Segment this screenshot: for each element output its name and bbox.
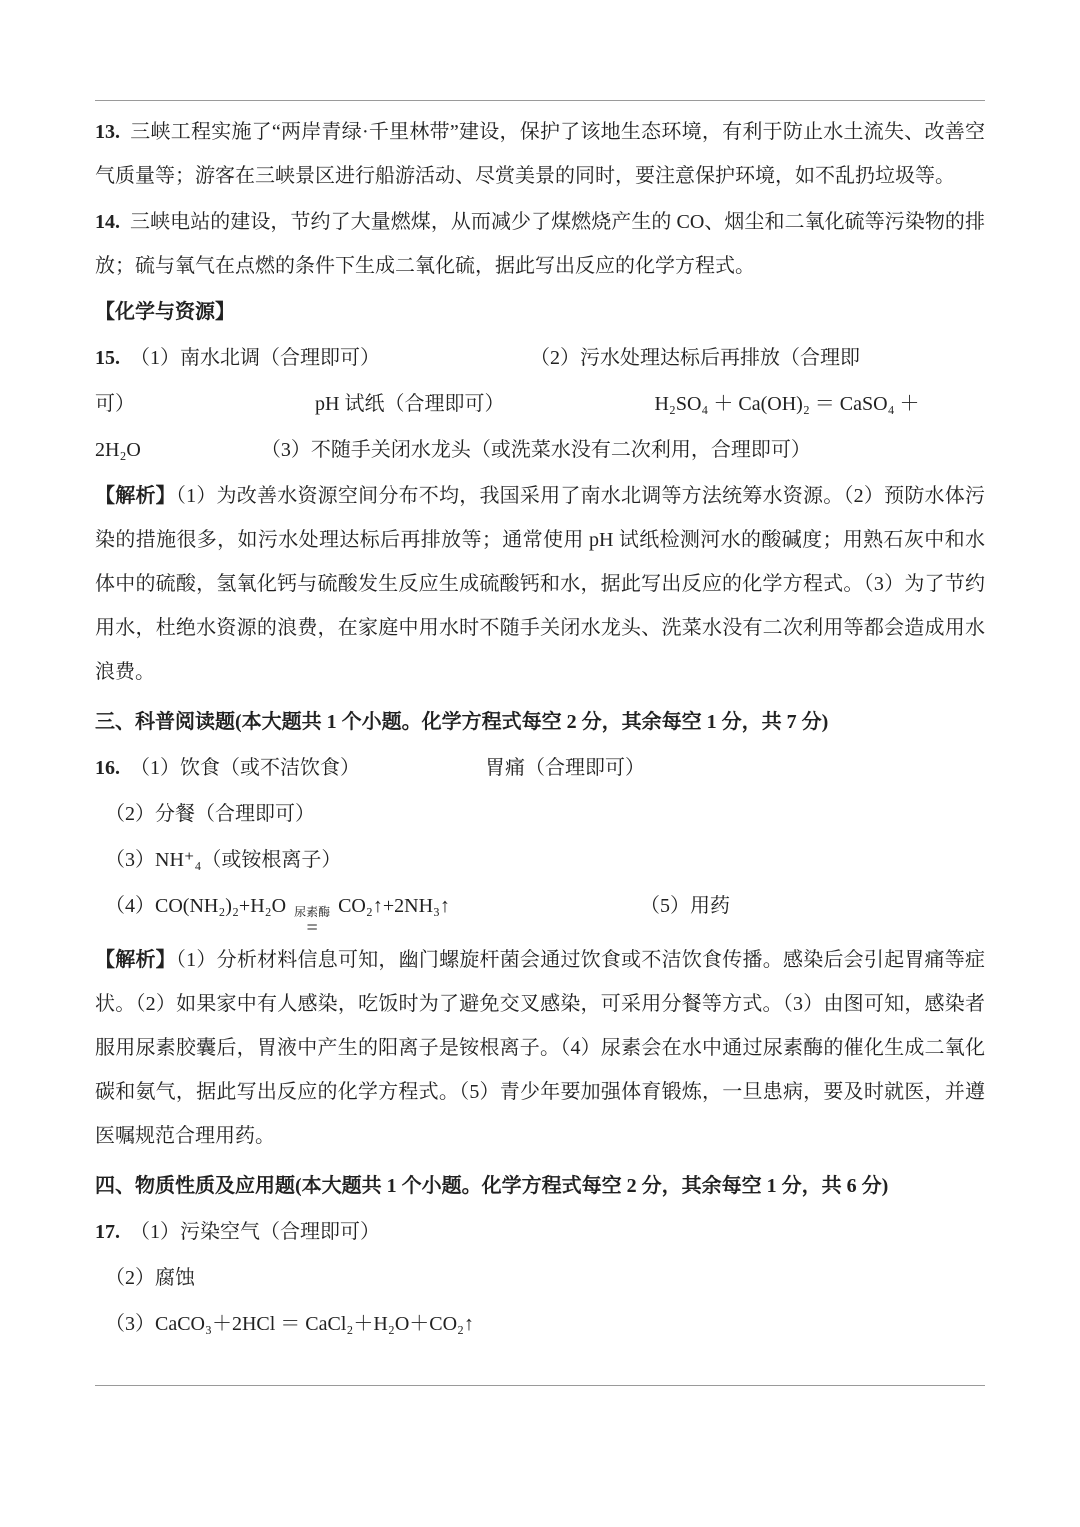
answer-17-3: （3）CaCO₃＋2HCl ＝ CaCl₂＋H₂O＋CO₂↑ bbox=[105, 1313, 475, 1335]
item-13-number: 13. bbox=[95, 121, 120, 143]
answer-item-14 bbox=[95, 200, 985, 288]
analysis-16-label: 【解析】 bbox=[95, 949, 176, 971]
content-area bbox=[95, 110, 985, 1348]
answer-17-2: （2）腐蚀 bbox=[105, 1267, 195, 1289]
answer-16-5: （5）用药 bbox=[640, 895, 730, 917]
answer-15-line1 bbox=[95, 336, 985, 380]
section-chemistry-resources: 【化学与资源】 bbox=[95, 301, 235, 323]
answer-15-blank2: （2）污水处理达标后再排放（合理即 bbox=[540, 347, 860, 369]
answer-16-2: （2）分餐（合理即可） bbox=[105, 803, 315, 825]
answer-15-line2 bbox=[95, 382, 985, 426]
item-16-number: 16. bbox=[95, 757, 120, 779]
item-14-text: 三峡电站的建设，节约了大量燃煤，从而减少了煤燃烧产生的 CO、烟尘和二氧化硫等污染物的排放；硫与氧气在点燃的条件下生成二氧化硫，据此写出反应的化学方程式。 bbox=[95, 211, 985, 277]
answer-15-blank1: （1）南水北调（合理即可） bbox=[130, 347, 380, 369]
analysis-16 bbox=[95, 938, 985, 1158]
answer-17-blank1: （1）污染空气（合理即可） bbox=[130, 1221, 380, 1243]
item-17-number: 17. bbox=[95, 1221, 120, 1243]
item-15-number: 15. bbox=[95, 347, 120, 369]
analysis-15-label: 【解析】 bbox=[95, 485, 176, 507]
answer-15-blank3: （3）不随手关闭水龙头（或洗菜水没有二次利用，合理即可） bbox=[260, 439, 811, 461]
equation-condition-equals bbox=[294, 905, 331, 939]
answer-16-4 bbox=[95, 884, 985, 939]
answer-17-line1 bbox=[95, 1210, 985, 1254]
answer-16-blank1a: （1）饮食（或不洁饮食） bbox=[130, 757, 360, 779]
answer-15-line3 bbox=[95, 428, 985, 472]
answer-16-blank1b: 胃痛（合理即可） bbox=[485, 757, 645, 779]
section-3-header: 三、科普阅读题(本大题共 1 个小题。化学方程式每空 2 分，其余每空 1 分，共 7 分) bbox=[95, 711, 829, 733]
item-14-number: 14. bbox=[95, 211, 120, 233]
equation-neutralization-part1: H₂SO₄ ＋ Ca(OH)₂ ＝ CaSO₄ ＋ bbox=[654, 393, 920, 415]
top-rule bbox=[95, 100, 985, 101]
answer-16-line1 bbox=[95, 746, 985, 790]
catalyst-label: 尿素酶 bbox=[294, 905, 331, 919]
analysis-16-text: （1）分析材料信息可知，幽门螺旋杆菌会通过饮食或不洁饮食传播。感染后会引起胃痛等症状。（2）如果家中有人感染，吃饭时为了避免交叉感染，可采用分餐等方式。（3）由图可知，感染者服用尿素胶囊后，胃液中产生的阳离子是铵根离子。（4）尿素会在水中通过尿素酶的催化生成二氧化碳和氨气，据此写出反应的化学方程式。（5）青少年要加强体育锻炼，一旦患病，要及时就医，并遵医嘱规范合理用药。 bbox=[95, 949, 986, 1147]
analysis-15-text: （1）为改善水资源空间分布不均，我国采用了南水北调等方法统筹水资源。（2）预防水体污染的措施很多，如污水处理达标后再排放等；通常使用 pH 试纸检测河水的酸碱度；用熟石灰中和水体中的硫酸，氢氧化钙与硫酸发生反应生成硫酸钙和水，据此写出反应的化学方程式。（3）为了节约用水，杜绝水资源的浪费，在家庭中用水时不随手关闭水龙头、洗菜水没有二次利用等都会造成用水浪费。 bbox=[95, 485, 986, 683]
item-13-text: 三峡工程实施了“两岸青绿·千里林带”建设，保护了该地生态环境，有利于防止水土流失、改善空气质量等；游客在三峡景区进行船游活动、尽赏美景的同时，要注意保护环境，如不乱扔垃圾等。 bbox=[95, 121, 985, 187]
answer-15-ph-paper: pH 试纸（合理即可） bbox=[315, 393, 505, 415]
equals-sign: = bbox=[306, 917, 318, 939]
equation-neutralization-part2: 2H₂O bbox=[95, 439, 141, 461]
equation-urea-products: CO₂↑+2NH₃↑ bbox=[338, 895, 450, 917]
answer-15-blank2-cont: 可） bbox=[95, 393, 135, 415]
answer-item-13 bbox=[95, 110, 985, 198]
answer-16-3: （3）NH⁺₄（或铵根离子） bbox=[105, 849, 342, 871]
analysis-15 bbox=[95, 474, 985, 694]
section-4-header: 四、物质性质及应用题(本大题共 1 个小题。化学方程式每空 2 分，其余每空 1 分，共 6 分) bbox=[95, 1175, 889, 1197]
bottom-rule bbox=[95, 1385, 985, 1386]
equation-urea-reactants: （4）CO(NH₂)₂+H₂O bbox=[105, 895, 287, 917]
